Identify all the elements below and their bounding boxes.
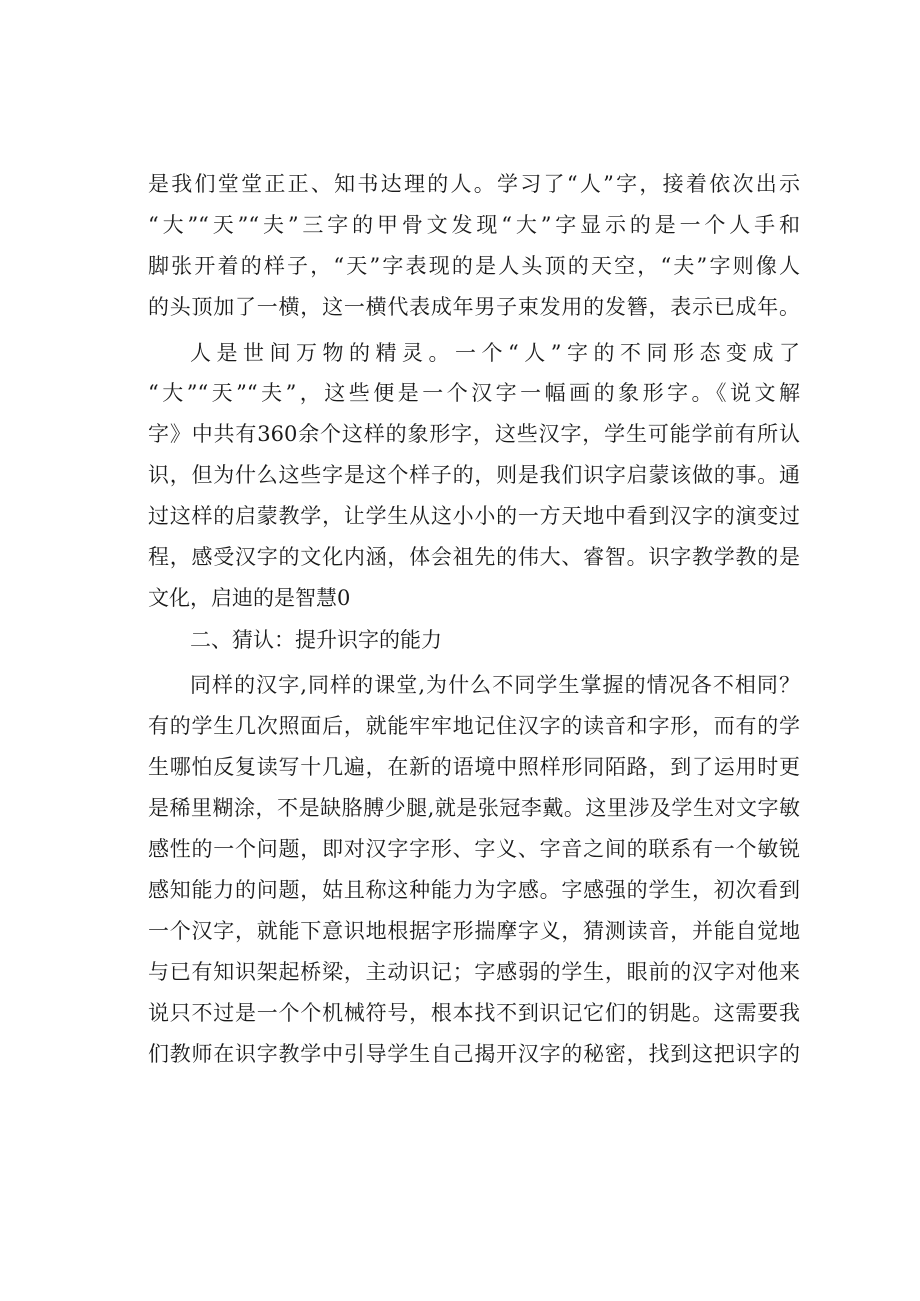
text-line: 是稀里糊涂，不是缺胳膊少腿,就是张冠李戴。这里涉及学生对文字敏 <box>148 796 800 820</box>
text-line: 识，但为什么这些字是这个样子的，则是我们识字启蒙该做的事。通 <box>148 463 800 487</box>
text-line: 与已有知识架起桥梁，主动识记；字感弱的学生，眼前的汉字对他来 <box>148 960 800 984</box>
text-line: 说只不过是一个个机械符号，根本找不到识记它们的钥匙。这需要我 <box>148 1001 800 1025</box>
text-line: 是我们堂堂正正、知书达理的人。学习了“人”字，接着依次出示 <box>148 172 800 196</box>
text-line: 有的学生几次照面后，就能牢牢地记住汉字的读音和字形，而有的学 <box>148 714 800 738</box>
text-line: 们教师在识字教学中引导学生自己揭开汉字的秘密，找到这把识字的 <box>148 1042 800 1066</box>
text-line: 字》中共有360余个这样的象形字，这些汉字，学生可能学前有所认 <box>148 422 800 446</box>
text-line: “大”“天”“夫”三字的甲骨文发现“大”字显示的是一个人手和 <box>148 213 800 237</box>
text-line: 一个汉字，就能下意识地根据字形揣摩字义，猜测读音，并能自觉地 <box>148 919 800 943</box>
text-line: 的头顶加了一横，这一横代表成年男子束发用的发簪，表示已成年。 <box>148 295 800 319</box>
text-line-last: 文化，启迪的是智慧0 <box>148 586 351 610</box>
text-line: 程，感受汉字的文化内涵，体会祖先的伟大、睿智。识字教学教的是 <box>148 545 800 569</box>
text-line: 脚张开着的样子，“天”字表现的是人头顶的天空，“夫”字则像人 <box>148 254 800 278</box>
paragraph-first-line: 同样的汉字,同样的课堂,为什么不同学生掌握的情况各不相同？ <box>190 673 800 697</box>
text-line: 生哪怕反复读写十几遍，在新的语境中照样形同陌路，到了运用时更 <box>148 755 800 779</box>
text-line: 过这样的启蒙教学，让学生从这小小的一方天地中看到汉字的演变过 <box>148 504 800 528</box>
text-line: 感性的一个问题，即对汉字字形、字义、字音之间的联系有一个敏锐 <box>148 837 800 861</box>
text-line: 感知能力的问题，姑且称这种能力为字感。字感强的学生，初次看到 <box>148 878 800 902</box>
section-heading: 二、猜认：提升识字的能力 <box>190 628 442 652</box>
paragraph-first-line: 人是世间万物的精灵。一个“人”字的不同形态变成了 <box>190 341 800 365</box>
text-line: “大”“天”“夫”，这些便是一个汉字一幅画的象形字。《说文解 <box>148 381 800 405</box>
